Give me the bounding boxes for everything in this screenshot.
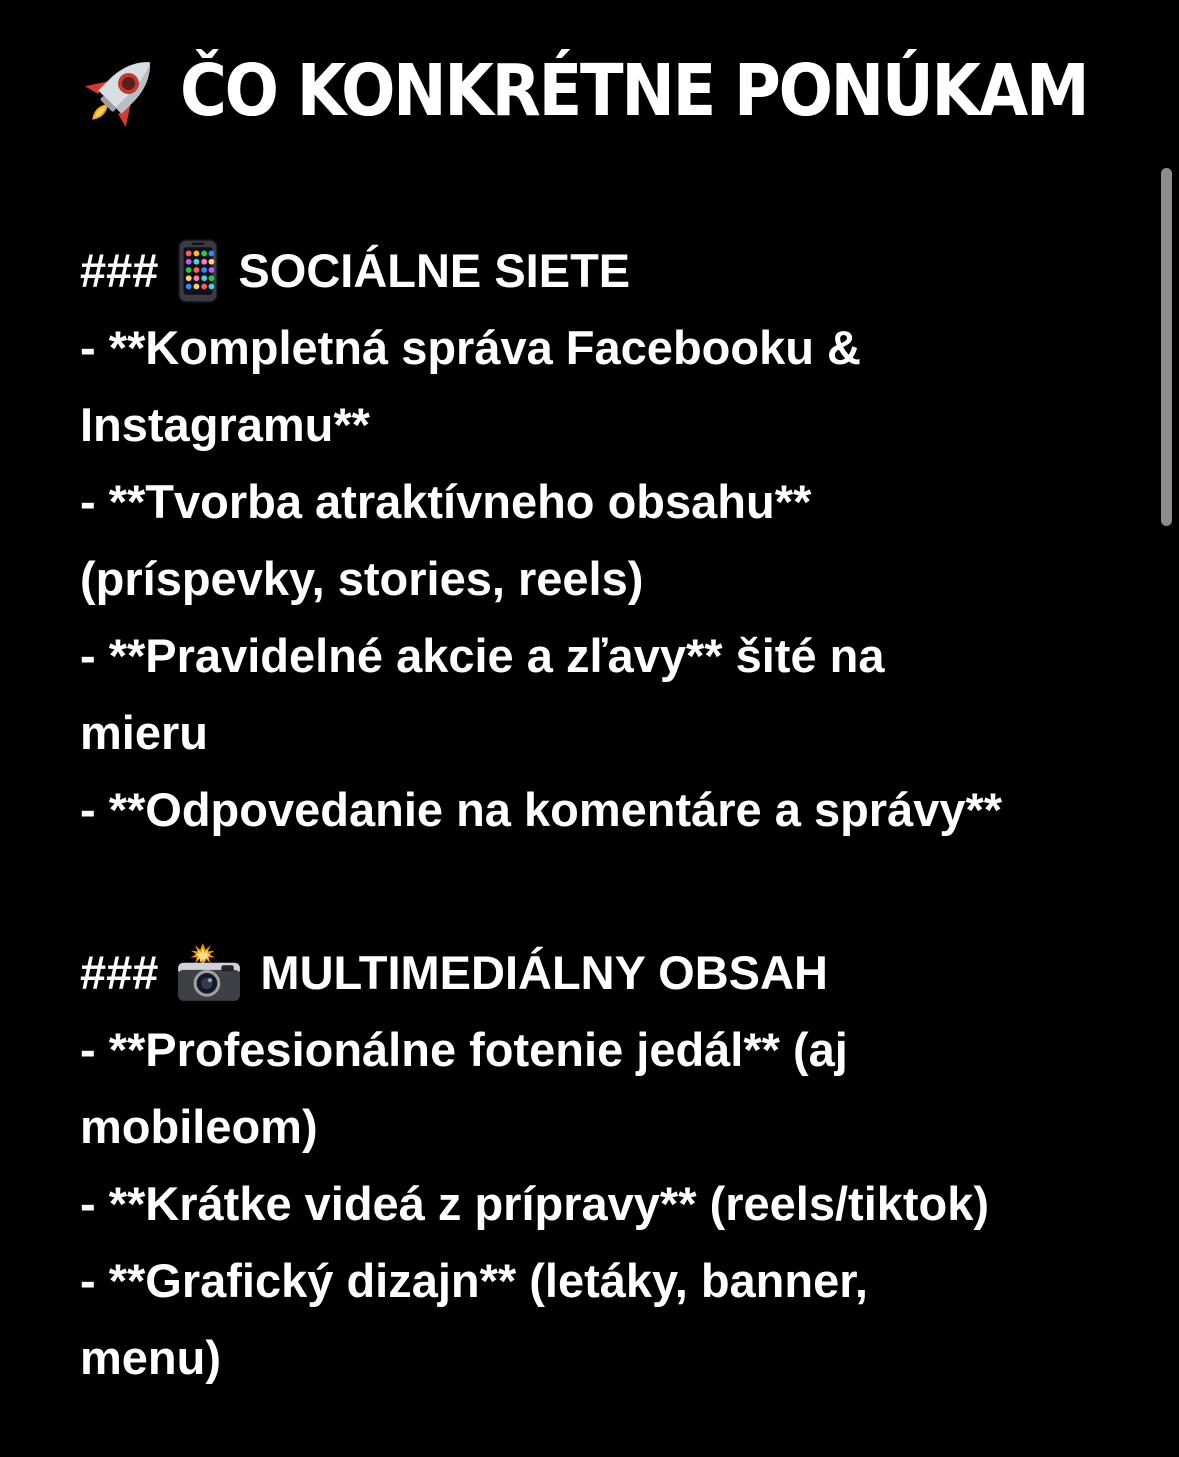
scrollbar-thumb[interactable] (1161, 168, 1172, 526)
markdown-hashes: ### (80, 946, 159, 999)
section-heading (80, 934, 1119, 1011)
text-line: - **Kompletná správa Facebooku & (80, 321, 861, 374)
page-title (80, 44, 1119, 136)
page-title-text: ČO KONKRÉTNE PONÚKAM (180, 48, 1088, 132)
markdown-hashes: ### (80, 244, 159, 297)
text-line: - **Krátke videá z prípravy** (reels/tiktok) (80, 1177, 990, 1230)
section-heading (80, 232, 1119, 309)
text-line: - **Odpovedanie na komentáre a správy** (80, 783, 1003, 836)
text-line: - **Grafický dizajn** (letáky, banner, (80, 1254, 868, 1307)
mobile-phone-icon (176, 239, 220, 303)
rocket-icon (80, 48, 164, 132)
text-line: - **Tvorba atraktívneho obsahu** (80, 475, 812, 528)
section-multimedia (80, 934, 1119, 1396)
section-social-networks (80, 232, 1119, 848)
text-line: mieru (80, 706, 208, 759)
text-line: mobileom) (80, 1100, 318, 1153)
text-line: (príspevky, stories, reels) (80, 552, 644, 605)
text-line: - **Profesionálne fotenie jedál** (aj (80, 1023, 848, 1076)
section-heading-label: MULTIMEDIÁLNY OBSAH (260, 946, 828, 999)
section-heading-label: SOCIÁLNE SIETE (238, 244, 631, 297)
camera-with-flash-icon (176, 943, 242, 1003)
text-line: menu) (80, 1331, 221, 1384)
text-line: - **Pravidelné akcie a zľavy** šité na (80, 629, 885, 682)
text-line: Instagramu** (80, 398, 370, 451)
